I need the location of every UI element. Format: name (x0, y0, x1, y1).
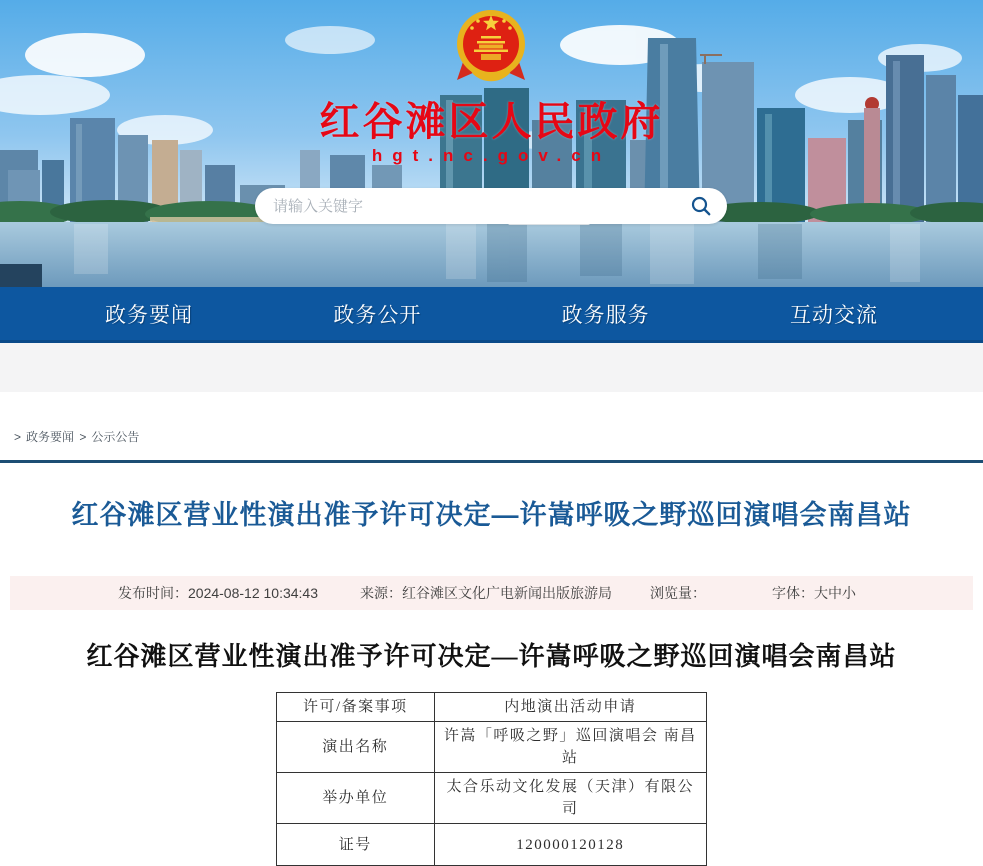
search-bar[interactable] (255, 188, 727, 224)
show-name-value: 许嵩「呼吸之野」巡回演唱会 南昌站 (434, 722, 706, 773)
view-count: 浏览量： (650, 585, 706, 601)
font-size-small[interactable]: 小 (842, 585, 856, 601)
table-row (277, 693, 707, 722)
breadcrumb-item-gongshi-gonggao[interactable]: 公示公告 (91, 430, 140, 444)
breadcrumb (12, 428, 139, 445)
national-emblem-icon (455, 6, 527, 88)
font-size-control: 字体：大中小 (772, 585, 856, 601)
table-row (277, 773, 707, 824)
main-nav (0, 287, 983, 343)
table-row (277, 722, 707, 773)
nav-item-hudong-jiaoliu[interactable]: 互动交流 (789, 303, 878, 327)
organizer-value: 太合乐动文化发展（天津）有限公司 (434, 773, 706, 824)
article-meta-bar (10, 576, 973, 610)
breadcrumb-separator: > (79, 430, 87, 444)
site-title[interactable]: 红谷滩区人民政府 (319, 100, 664, 144)
search-icon (690, 195, 712, 217)
show-name-label: 演出名称 (277, 722, 435, 773)
permit-item-label: 许可/备案事项 (277, 693, 435, 722)
publish-time: 发布时间：2024-08-12 10:34:43 (118, 585, 318, 601)
site-url: hgt.nc.gov.cn (371, 146, 612, 165)
article-content (0, 495, 983, 866)
cert-number-value: 120000120128 (434, 824, 706, 866)
nav-item-zhengwu-yaowen[interactable]: 政务要闻 (105, 303, 193, 327)
table-row (277, 824, 707, 866)
breadcrumb-item-zhengwu-yaowen[interactable]: 政务要闻 (26, 430, 75, 444)
search-input[interactable] (273, 198, 689, 215)
article-page-title: 红谷滩区营业性演出准予许可决定—许嵩呼吸之野巡回演唱会南昌站 (71, 500, 912, 530)
font-size-large[interactable]: 大 (814, 585, 828, 601)
breadcrumb-separator: > (14, 430, 22, 444)
section-divider (0, 460, 983, 463)
breadcrumb-band (0, 392, 983, 460)
header-banner (0, 0, 983, 287)
source: 来源：红谷滩区文化广电新闻出版旅游局 (360, 585, 612, 601)
organizer-label: 举办单位 (277, 773, 435, 824)
search-button[interactable] (689, 194, 713, 218)
sub-nav-band (0, 343, 983, 392)
permit-table (276, 692, 707, 866)
permit-item-value: 内地演出活动申请 (434, 693, 706, 722)
article-heading: 红谷滩区营业性演出准予许可决定—许嵩呼吸之野巡回演唱会南昌站 (86, 642, 897, 671)
nav-item-zhengwu-fuwu[interactable]: 政务服务 (561, 303, 650, 327)
nav-item-zhengwu-gongkai[interactable]: 政务公开 (333, 303, 422, 327)
font-size-medium[interactable]: 中 (828, 585, 842, 601)
cert-number-label: 证号 (277, 824, 435, 866)
